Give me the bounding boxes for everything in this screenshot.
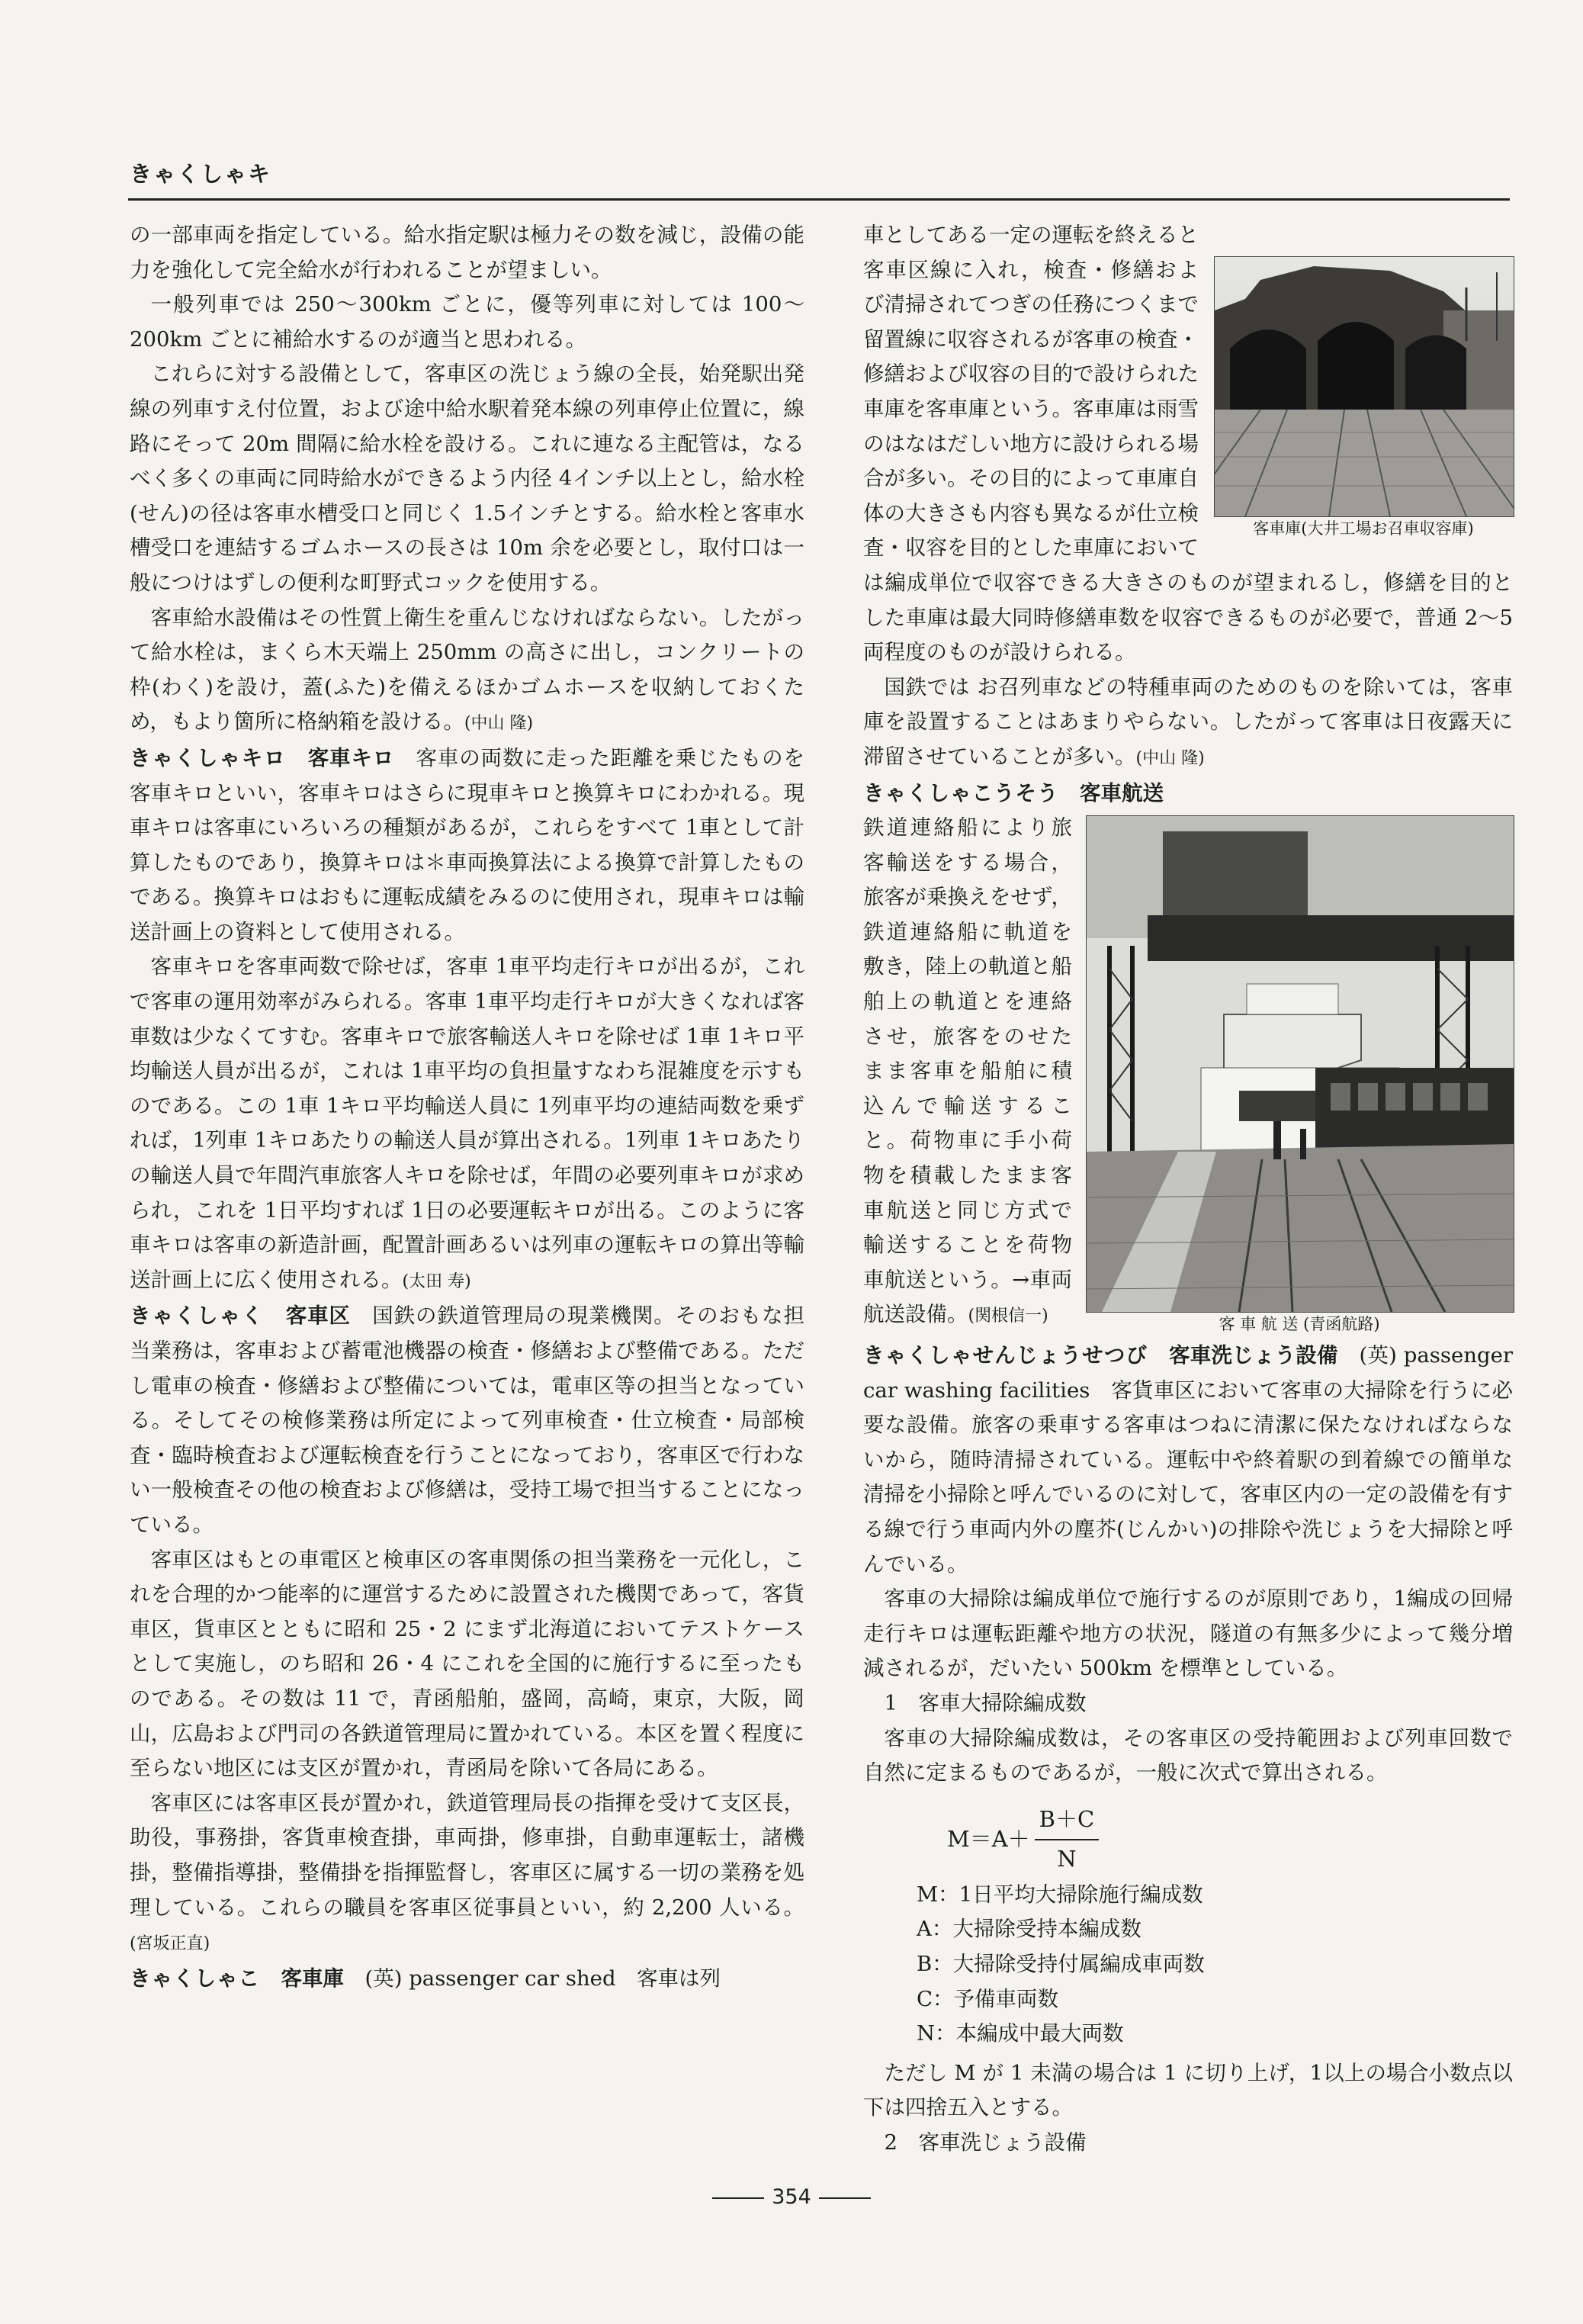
paragraph-continued: 車としてある一定の運転を終えると客車区線に入れ，検査・修繕および清掃されてつぎの任務につくまで留置線に収容されるが客車の検査・修繕および収容の目的で設けられた車庫を客車庫という。客車庫は雨雪のはなはだしい地方に設けられる場合が多い。その目的によって車庫自体の大きさも内容も異なるが仕立検査・収容を目的とした車庫においては編成単位で収容できる大きさのものが望まれるし，修繕を目的とした車庫は最大同時修繕車数を収容できるものが必要で，普通 2～5 両程度のものが設けられる。 [863, 223, 1513, 665]
figure-caption: 客 車 航 送 (青函航路) [1219, 1315, 1380, 1334]
entry-headword: きゃくしゃキロ [130, 745, 287, 770]
page-number [0, 2185, 1583, 2209]
author-signature: (太田 寿) [402, 1271, 471, 1291]
paragraph: 国鉄では お召列車などの特種車両のためのものを除いては，客車庫を設置することはあまりやらない。したがって客車は日夜露天に滞留させていることが多い。(中山 隆) [863, 674, 1513, 769]
entry-term: 客車キロ [307, 745, 395, 770]
author-signature: (関根信一) [968, 1307, 1048, 1326]
variable-definition: B：大掃除受持付属編成車両数 [917, 1952, 1205, 1976]
formula-denominator: N [1057, 1845, 1077, 1872]
figure-caption: 客車庫(大井工場お召車収容庫) [1253, 519, 1474, 538]
entry-term: 客車区 [285, 1303, 351, 1329]
paragraph: 客車区には客車区長が置かれ，鉄道管理局長の指揮を受けて支区長，助役，事務掛，客貨車検査掛，車両掛，修車掛，自動車運転士，諸機掛，整備指導掛，整備掛を指揮監督し，客車区に属する一切の業務を処理している。これらの職員を客車区従事員といい，約 2,200 人いる。(宮坂正直) [130, 1790, 804, 1954]
entry-headword: きゃくしゃせんじょうせつび [863, 1343, 1148, 1368]
left-column [130, 218, 804, 1996]
author-signature: (中山 隆) [1135, 748, 1205, 768]
formula-lhs: M＝A＋ [947, 1826, 1030, 1853]
paragraph: 客車区はもとの車電区と検車区の客車関係の担当業務を一元化し，これを合理的かつ能率的に運営するために設置された機関であって，客貨車区，貨車区とともに昭和 25・2 にまず北海道においてテストケースとして実施し，のち昭和 26・4 にこれを全国的に施行するに至ったものである。その数は 11 で，青函船舶，盛岡，高崎，東京，大阪，岡山，広島および門司の各鉄道管理局に置かれている。本区を置く程度に至らない地区には支区が置かれ，青函局を除いて各局にある。 [130, 1547, 804, 1781]
page-number-text: 354 [772, 2185, 811, 2209]
folio-dash [712, 2197, 764, 2199]
formula-block [863, 1802, 1513, 2052]
entry-headword: きゃくしゃこうそう [863, 780, 1059, 805]
paragraph: ただし M が 1 未満の場合は 1 に切り上げ，1以上の場合小数点以下は四捨五入とする。 [863, 2060, 1513, 2120]
english-term: (英) passenger car shed [364, 1966, 616, 1991]
car-shed-photo [1214, 256, 1514, 517]
entry-term: 客車庫 [281, 1966, 344, 1991]
paragraph: の一部車両を指定している。給水指定駅は極力その数を減じ，設備の能力を強化して完全給水が行われることが望ましい。 [130, 223, 804, 282]
entry-kyakushakiro: きゃくしゃキロ 客車キロ 客車の両数に走った距離を乗じたものを客車キロといい，客車キロはさらに現車キロと換算キロにわかれる。現車キロは客車にいろいろの種類があるが，これらをすべて 1車として計算したものであり，換算キロは＊車両換算法による換算で計算したものである。換算キロはおもに運転成績をみるのに使用され，現車キロは輸送計画上の資料として使用される。 [130, 745, 805, 944]
variable-definition: N：本編成中最大両数 [917, 2021, 1124, 2046]
formula [947, 1802, 1513, 1878]
entry-kyakushasenjo: きゃくしゃせんじょうせつび 客車洗じょう設備 (英) passenger car washing facilities 客貨車区において客車の大掃除を行うに必要な設備。旅客の乗車する客車はつねに清潔に保たなければならないから，随時清掃されている。運転中や終着駅の到着線での簡単な清掃を小掃除と呼んでいるのに対して，客車区内の一定の設備を有する線で行う車両内外の塵芥(じんかい)の排除や洗じょうを大掃除と呼んでいる。 [863, 1343, 1514, 1577]
entry-headword: きゃくしゃこ [130, 1966, 260, 1991]
paragraph: 客車の大掃除編成数は，その客車区の受持範囲および列車回数で自然に定まるものであるが，一般に次式で算出される。 [863, 1725, 1513, 1786]
entry-kyakushakouso-head [863, 776, 1513, 812]
entry-kyakushaku: きゃくしゃく 客車区 国鉄の鉄道管理局の現業機関。そのおもな担当業務は，客車および蓄電池機器の検査・修繕および整備である。ただし電車の検査・修繕および整備については，電車区等の担当となっている。そしてその検修業務は所定によって列車検査・仕立検査・局部検査・臨時検査および運転検査を行うことになっており，客車区で行わない一般検査その他の検査および修繕は，受持工場で担当することになっている。 [130, 1303, 805, 1537]
author-signature: (宮坂正直) [130, 1934, 210, 1954]
folio-dash [819, 2197, 871, 2199]
entry-term: 客車洗じょう設備 [1169, 1343, 1338, 1368]
formula-fraction [1035, 1802, 1100, 1876]
figure-car-shed [1214, 256, 1513, 540]
variable-list [917, 1878, 1513, 2052]
paragraph: これらに対する設備として，客車区の洗じょう線の全長，始発駅出発線の列車すえ付位置，および途中給水駅着発本線の列車停止位置に，線路にそって 20m 間隔に給水栓を設ける。これに連なる主配管は，なるべく多くの車両に同時給水ができるよう内径 4インチ以上とし，給水栓(せん)の径は客車水槽受口と同じく 1.5インチとする。給水栓と客車水槽受口を連結するゴムホースの長さは 10m 余を必要とし，取付口は一般につけはずしの便利な町野式コックを使用する。 [130, 362, 804, 595]
right-column [863, 218, 1513, 2161]
english-term: (英) passenger car washing facilities [863, 1343, 1514, 1403]
figure-car-ferry [1086, 815, 1513, 1336]
paragraph: 客車の大掃除は編成単位で施行するのが原則であり，1編成の回帰走行キロは運転距離や地方の状況，隧道の有無多少によって幾分増減されるが，だいたい 500km を標準としている。 [863, 1586, 1513, 1681]
entry-term: 客車航送 [1080, 780, 1164, 805]
entry-kyakushako: きゃくしゃこ 客車庫 (英) passenger car shed 客車は列 [130, 1966, 721, 1991]
formula-numerator: B＋C [1035, 1802, 1100, 1840]
subheading: 1 客車大掃除編成数 [884, 1691, 1087, 1716]
header-rule [128, 198, 1510, 201]
entry-headword: きゃくしゃく [130, 1303, 265, 1329]
author-signature: (中山 隆) [464, 714, 534, 734]
paragraph: 客車給水設備はその性質上衛生を重んじなければならない。したがって給水栓は，まくら木天端上 250mm の高さに出し，コンクリートの枠(わく)を設け，蓋(ふた)を備えるほかゴムホースを収納しておくため，もより箇所に格納箱を設ける。(中山 隆) [130, 605, 804, 734]
car-ferry-photo [1086, 815, 1514, 1313]
paragraph: 鉄道連絡船により旅客輸送をする場合，旅客が乗換えをせず，鉄道連絡船に軌道を敷き，陸上の軌道と船舶上の軌道とを連絡させ，旅客をのせたまま客車を船舶に積込んで輸送すること。荷物車に手小荷物を積載したまま客車航送と同じ方式で輸送することを荷物車航送という。→車両航送設備。(関根信一) [863, 815, 1072, 1327]
subheading: 2 客車洗じょう設備 [884, 2130, 1087, 2155]
running-head: きゃくしゃキ [130, 161, 272, 187]
paragraph: 一般列車では 250～300km ごとに，優等列車に対しては 100～200km ごとに補給水するのが適当と思われる。 [130, 292, 804, 352]
variable-definition: M：1日平均大掃除施行編成数 [917, 1882, 1203, 1907]
variable-definition: C：予備車両数 [917, 1986, 1059, 2011]
variable-definition: A：大掃除受持本編成数 [917, 1917, 1141, 1942]
paragraph: 客車キロを客車両数で除せば，客車 1車平均走行キロが出るが，これで客車の運用効率がみられる。客車 1車平均走行キロが大きくなれば客車数は少なくてすむ。客車キロで旅客輸送人キロを除せば 1車 1キロ平均輸送人員が出るが，これは 1車平均の負担量すなわち混雑度を示すものである。この 1車 1キロ平均輸送人員に 1列車平均の連結両数を乗ずれば，1列車 1キロあたりの輸送人員が算出される。1列車 1キロあたりの輸送人員で年間汽車旅客人キロを除せば，年間の必要列車キロが求められ，これを 1日平均すれば 1日の必要運転キロが出る。このように客車キロは客車の新造計画，配置計画あるいは列車の運転キロの算出等輸送計画上に広く使用される。(太田 寿) [130, 954, 804, 1292]
